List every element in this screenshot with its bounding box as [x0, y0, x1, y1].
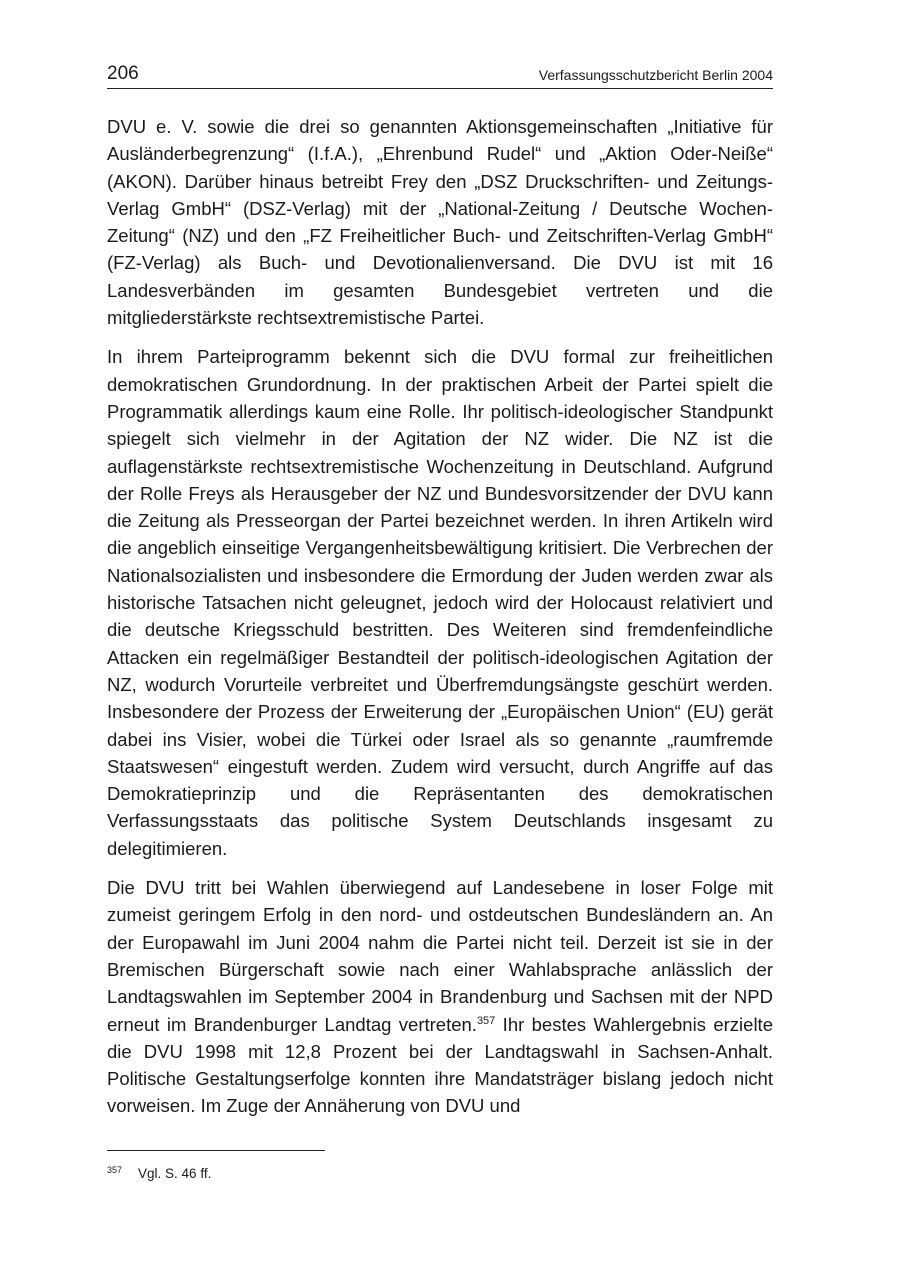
- page-number: 206: [107, 63, 139, 84]
- footnote-text: Vgl. S. 46 ff.: [138, 1166, 212, 1181]
- running-title: Verfassungsschutzbericht Berlin 2004: [538, 67, 773, 83]
- paragraph-1: DVU e. V. sowie die drei so genannten Aktionsgemeinschaften „Initiative für Ausländerbegrenzung“ (I.f.A.), „Ehrenbund Rudel“ und „Aktion Oder-Neiße“ (AKON). Darüber hinaus betreibt Frey den „DSZ Druckschriften- und Zeitungs-Verlag GmbH“ (DSZ-Verlag) mit der „National-Zeitung / Deutsche Wochen-Zeitung“ (NZ) und den „FZ Freiheitlicher Buch- und Zeitschriften-Verlag GmbH“ (FZ-Verlag) als Buch- und Devotionalienversand. Die DVU ist mit 16 Landesverbänden im gesamten Bundesgebiet vertreten und die mitgliederstärkste rechtsextremistische Partei.: [107, 116, 773, 329]
- page-header: [107, 62, 773, 89]
- paragraph-3-text-after: Ihr bestes Wahlergebnis erzielte die DVU 1998 mit 12,8 Prozent bei der Landtagswahl in Sachsen-Anhalt. Politische Gestaltungserfolge konnten ihre Mandatsträger bislang jedoch nicht vorweisen. Im Zuge der Annäherung von DVU und: [107, 1013, 773, 1117]
- footnote: [107, 1165, 211, 1183]
- body-text: [107, 113, 773, 1132]
- footnote-number: 357: [107, 1164, 123, 1175]
- footnote-reference[interactable]: 357: [476, 1014, 496, 1027]
- paragraph-3-text-before: Die DVU tritt bei Wahlen überwiegend auf Landesebene in loser Folge mit zumeist geringem Erfolg in den nord- und ostdeutschen Bundesländern an. An der Europawahl im Juni 2004 nahm die Partei nicht teil. Derzeit ist sie in der Bremischen Bürgerschaft sowie nach einer Wahlabsprache anlässlich der Landtagswahlen im September 2004 in Brandenburg und Sachsen mit der NPD erneut im Brandenburger Landtag vertreten.: [107, 877, 773, 1035]
- footnote-divider: [107, 1150, 325, 1151]
- paragraph-3: [107, 874, 773, 1120]
- paragraph-2: In ihrem Parteiprogramm bekennt sich die DVU formal zur freiheitlichen demokratischen Grundordnung. In der praktischen Arbeit der Partei spielt die Programmatik allerdings kaum eine Rolle. Ihr politisch-ideologischer Standpunkt spiegelt sich vielmehr in der Agitation der NZ wider. Die NZ ist die auflagenstärkste rechtsextremistische Wochenzeitung in Deutschland. Aufgrund der Rolle Freys als Herausgeber der NZ und Bundesvorsitzender der DVU kann die Zeitung als Presseorgan der Partei bezeichnet werden. In ihren Artikeln wird die angeblich einseitige Vergangenheitsbewältigung kritisiert. Die Verbrechen der Nationalsozialisten und insbesondere die Ermordung der Juden werden zwar als historische Tatsachen nicht geleugnet, jedoch wird der Holocaust relativiert und die deutsche Kriegsschuld bestritten. Des Weiteren sind fremdenfeindliche Attacken ein regelmäßiger Bestandteil der politisch-ideologischen Agitation der NZ, wodurch Vorurteile verbreitet und Überfremdungsängste geschürt werden. Insbesondere der Prozess der Erweiterung der „Europäischen Union“ (EU) gerät dabei ins Visier, wobei die Türkei oder Israel als so genannte „raumfremde Staatswesen“ eingestuft werden. Zudem wird versucht, durch Angriffe auf das Demokratieprinzip und die Repräsentanten des demokratischen Verfassungsstaats das politische System Deutschlands insgesamt zu delegitimieren.: [107, 346, 773, 859]
